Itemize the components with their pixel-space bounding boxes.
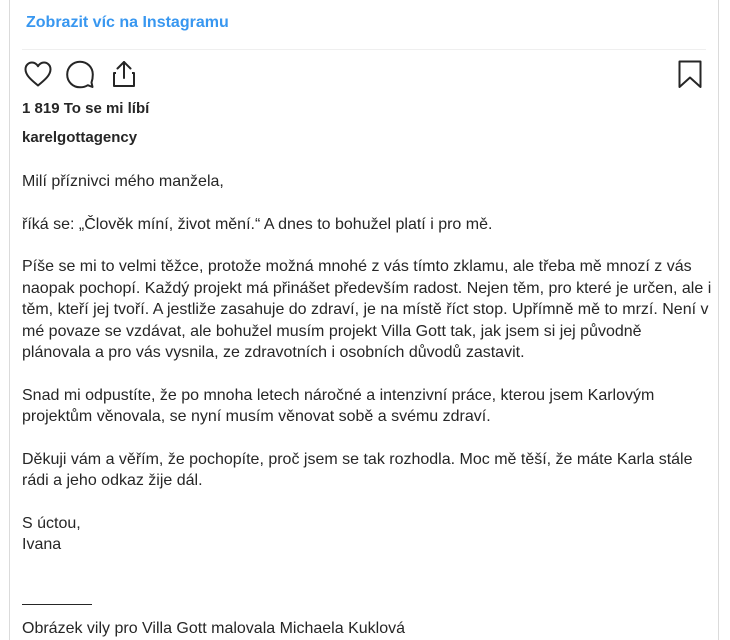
share-icon — [108, 58, 140, 90]
likes-count[interactable] — [22, 100, 149, 117]
comment-button[interactable] — [64, 58, 96, 90]
caption-closing: S úctou, — [22, 514, 81, 532]
comment-icon — [64, 58, 96, 90]
save-button[interactable] — [674, 58, 706, 90]
heart-icon — [22, 58, 54, 90]
caption-paragraph: říká se: „Člověk míní, život mění.“ A dnes to bohužel platí i pro mě. — [22, 215, 493, 233]
instagram-embed-card — [9, 0, 719, 640]
caption-footnote: Obrázek vily pro Villa Gott malovala Michaela Kuklová — [22, 619, 405, 637]
post-username[interactable]: karelgottagency — [22, 129, 138, 146]
divider — [22, 49, 706, 50]
view-more-on-instagram-link[interactable]: Zobrazit víc na Instagramu — [26, 14, 229, 31]
likes-label: To se mi líbí — [63, 100, 150, 117]
caption-greeting: Milí příznivci mého manžela, — [22, 173, 224, 190]
post-caption — [22, 171, 712, 639]
action-bar — [22, 58, 706, 92]
caption-paragraph: Píše se mi to velmi těžce, protože možná mnohé z vás tímto zklamu, ale třeba mě mnozí z vás naopak pochopí. Každý projekt má přinášet především radost. Nejen těm, pro které je určen, ale i těm, kteří jej tvoří. A jestliže zasahuje do zdraví, je na místě říct stop. Upřímně mě to mrzí. Není v mé povaze se vzdávat, ale bohužel musím projekt Villa Gott tak, jak jsem si jej původně plánovala a pro vás vysnila, ze zdravotních i osobních důvodů zastavit. — [22, 258, 712, 361]
caption-signature: Ivana — [22, 536, 62, 553]
caption-paragraph: Snad mi odpustíte, že po mnoha letech náročné a intenzivní práce, kterou jsem Karlovým projektům věnovala, se nyní musím věnovat sobě a svému zdraví. — [22, 386, 655, 425]
like-button[interactable] — [22, 58, 54, 90]
bookmark-icon — [674, 58, 706, 90]
caption-separator-line — [22, 604, 92, 605]
caption-paragraph: Děkuji vám a věřím, že pochopíte, proč jsem se tak rozhodla. Moc mě těší, že máte Karla stále rádi a jeho odkaz žije dál. — [22, 450, 693, 489]
likes-number: 1 819 — [22, 100, 60, 117]
share-button[interactable] — [108, 58, 140, 90]
